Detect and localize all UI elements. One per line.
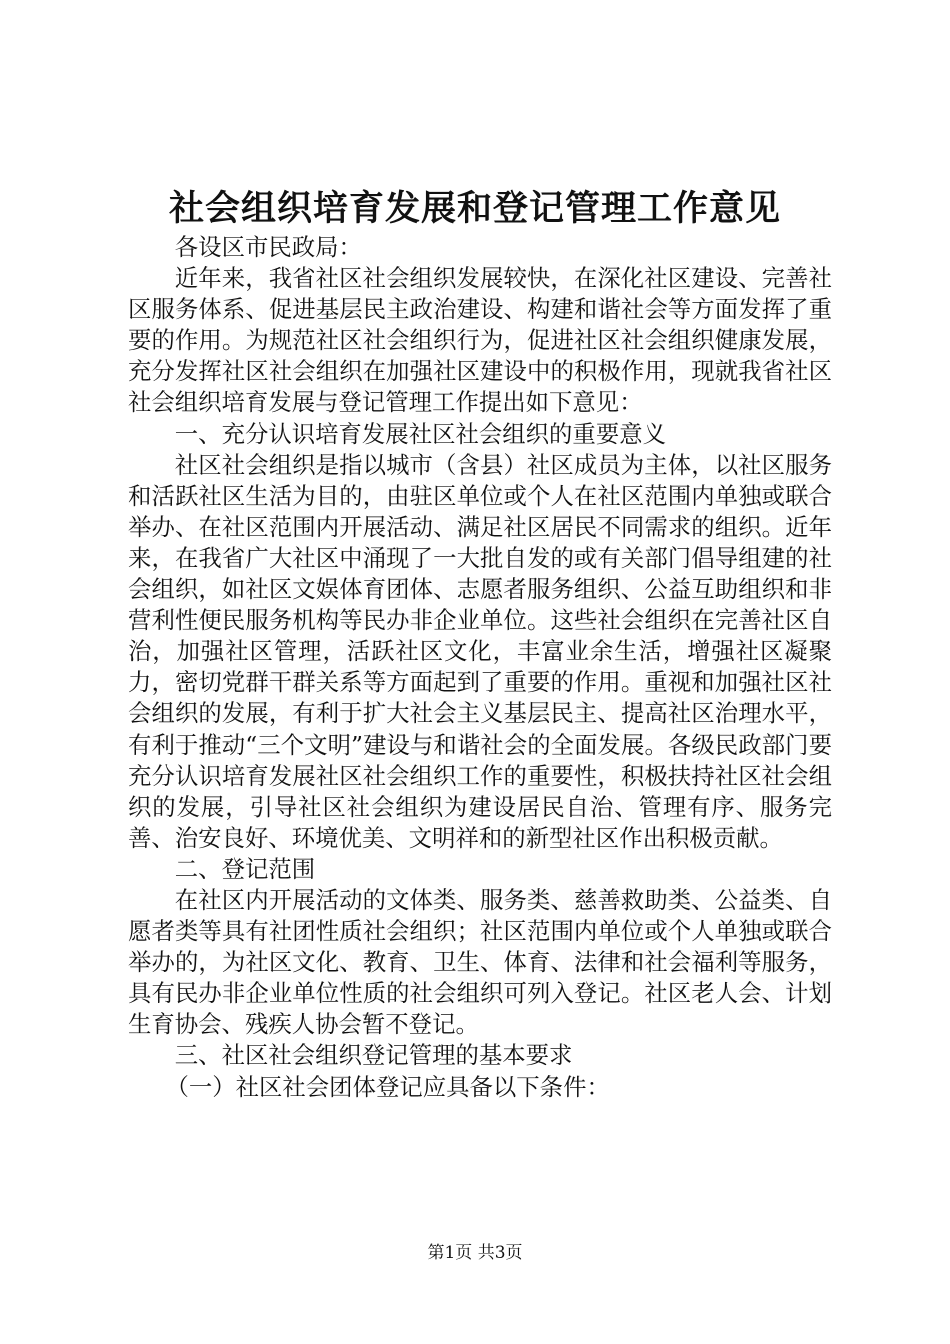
document-body [128, 232, 832, 1103]
paragraph-section-2: 在社区内开展活动的文体类、服务类、慈善救助类、公益类、自愿者类等具有社团性质社会组织；社区范围内单位或个人单独或联合举办的，为社区文化、教育、卫生、体育、法律和社会福利等服务，具有民办非企业单位性质的社会组织可列入登记。社区老人会、计划生育协会、残疾人协会暂不登记。 [128, 885, 832, 1039]
section-heading-3: 三、社区社会组织登记管理的基本要求 [174, 1041, 573, 1070]
paragraph-intro: 近年来，我省社区社会组织发展较快，在深化社区建设、完善社区服务体系、促进基层民主政治建设、构建和谐社会等方面发挥了重要的作用。为规范社区社会组织行为，促进社区社会组织健康发展，充分发挥社区社会组织在加强社区建设中的积极作用，现就我省社区社会组织培育发展与登记管理工作提出如下意见： [128, 264, 832, 417]
section-heading-1: 一、充分认识培育发展社区社会组织的重要意义 [174, 419, 666, 448]
page-number-footer: 第1页 共3页 [427, 1243, 523, 1263]
salutation: 各设区市民政局： [174, 233, 362, 261]
paragraph-section-1: 社区社会组织是指以城市（含县）社区成员为主体，以社区服务和活跃社区生活为目的，由驻区单位或个人在社区范围内单独或联合举办、在社区范围内开展活动、满足社区居民不同需求的组织。近年来，在我省广大社区中涌现了一大批自发的或有关部门倡导组建的社会组织，如社区文娱体育团体、志愿者服务组织、公益互助组织和非营利性便民服务机构等民办非企业单位。这些社会组织在完善社区自治，加强社区管理，活跃社区文化，丰富业余生活，增强社区凝聚力，密切党群干群关系等方面起到了重要的作用。重视和加强社区社会组织的发展，有利于扩大社会主义基层民主、提高社区治理水平，有利于推动“三个文明”建设与和谐社会的全面发展。各级民政部门要充分认识培育发展社区社会组织工作的重要性，积极扶持社区社会组织的发展，引导社区社会组织为建设居民自治、管理有序、服务完善、治安良好、环境优美、文明祥和的新型社区作出积极贡献。 [128, 450, 832, 852]
subsection-heading-1: （一）社区社会团体登记应具备以下条件： [165, 1072, 610, 1101]
document-title: 社会组织培育发展和登记管理工作意见 [168, 188, 781, 229]
section-heading-2: 二、登记范围 [174, 854, 316, 883]
